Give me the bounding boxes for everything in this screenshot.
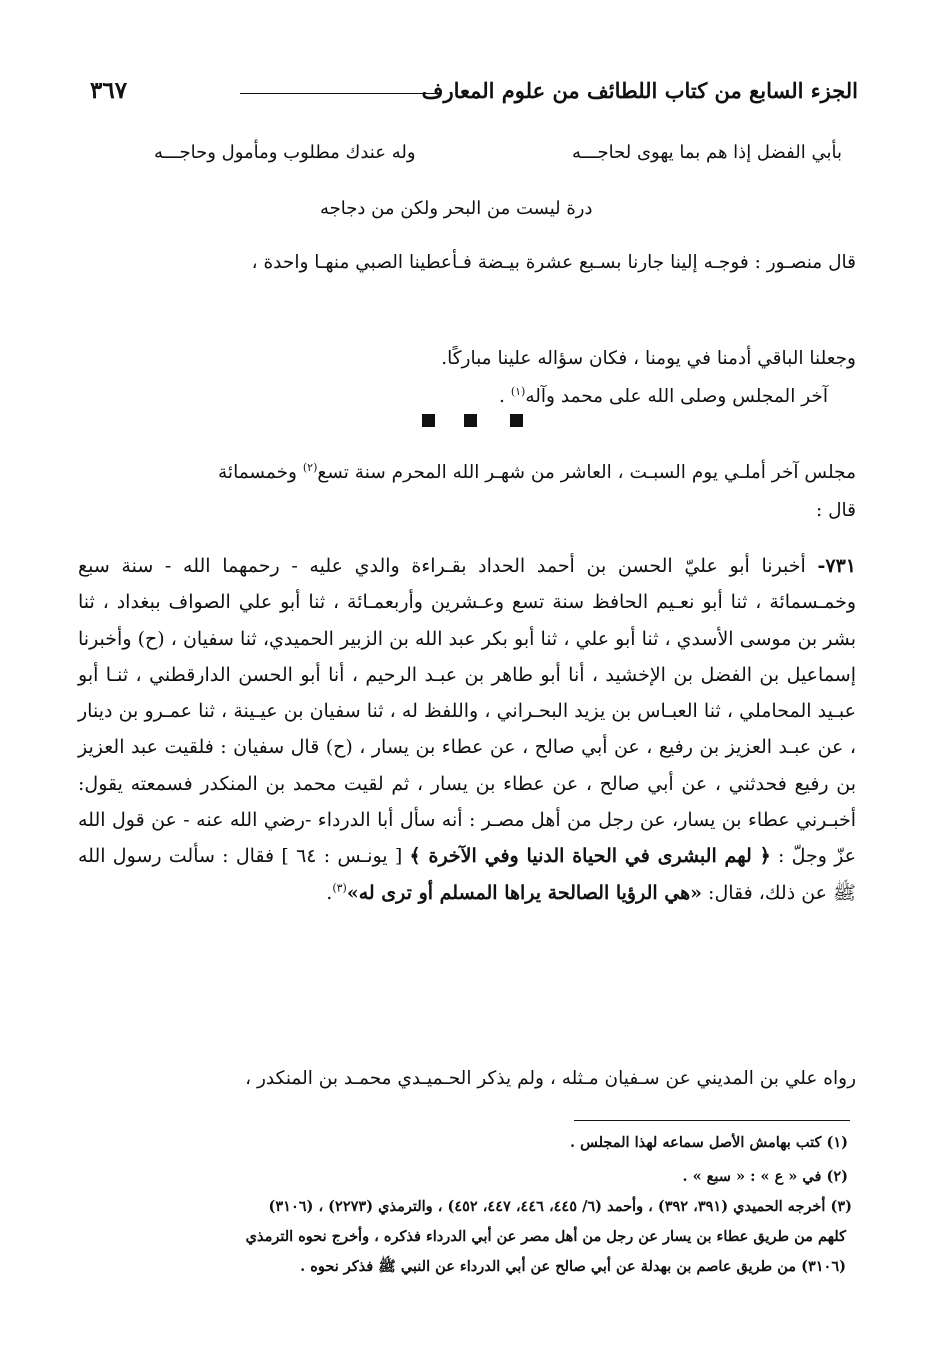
end-of-majlis-line [80, 378, 856, 416]
majlis-date-line [80, 454, 856, 492]
separator-square [510, 414, 523, 427]
verse-line2: درة ليست من البحر ولكن من دجاجه [320, 198, 593, 219]
hadith-paragraph [78, 548, 856, 911]
hadith-matn: «هي الرؤيا الصالحة يراها المسلم أو ترى له» [346, 881, 702, 904]
header-rule [240, 93, 440, 94]
verse-line1-left: وله عندك مطلوب ومأمول وحاجـــه [154, 142, 416, 163]
footnote-ref-2: (٢) [302, 460, 318, 474]
quran-reference: [ يونـس : ٦٤ ] [274, 845, 410, 868]
quran-verse: ﴿ لهم البشرى في الحياة الدنيا وفي الآخرة ﴾ [409, 845, 771, 868]
separator-square [464, 414, 477, 427]
hadith-isnad: أخبرنا أبو عليّ الحسن بن أحمد الحداد بقـراءة والدي عليه - رحمهما الله - سنة سبع وخمـسمائة ، ثنا أبو نعـيم الحافظ سنة تسع وعـشرين وأربعمـائة ، ثنا أبو علي الصواف ببغداد ، ثنا بشر بن موسى الأسدي ، ثنا أبو علي ، ثنا أبو بكر عبد الله بن الزبير الحميدي، ثنا سفيان ، (ح) وأخبرنا إسماعيل بن الفضل بن الإخشيد ، أنا أبو طاهر بن عبـد الرحيم ، أنا أبو الحسن الدارقطني ، ثنـا أبو عبـيد المحاملي ، ثنا العبـاس بن يزيد البحـراني ، واللفظ له ، ثنا سفيان بن عيـينة ، ثنا عمـرو بن دينار ، عن عبـد العزيز بن رفيع ، عن أبي صالح ، عن عطاء بن يسار ، (ح) قال سفيان : فلقيت عبد العزيز بن رفيع فحدثني ، عن أبي صالح ، عن عطاء بن يسار ، ثم لقيت محمد بن المنكدر فسمعته يقول: أخبـرني عطاء بن يسار، عن رجل من أهل مصـر : أنه سأل أبا الدرداء -رضي الله عنه - عن قول الله عزّ وجلّ : [78, 555, 857, 868]
footnote-2: (٢) في « ع » : « سبع » . [682, 1168, 848, 1185]
footnote-1: (١) كتب بهامش الأصل سماعه لهذا المجلس . [569, 1134, 848, 1151]
footnote-3-line-3: (٣١٠٦) من طريق عاصم بن بهدلة عن أبي صالح عن أبي الدرداء عن النبي ﷺ فذكر نحوه . [300, 1258, 846, 1275]
majlis-heading [80, 454, 856, 530]
hadith-end: . [326, 881, 333, 904]
page-number: ٣٦٧ [90, 77, 128, 104]
footnote-ref-1: (١) [510, 384, 526, 398]
section-separator [418, 414, 528, 430]
footnote-3-line-1: (٣) أخرجه الحميدي (٣٩١، ٣٩٢) ، وأحمد (٦/ ٤٤٥، ٤٤٦، ٤٤٧، ٤٥٢) ، والترمذي (٢٢٧٣) ، (٣١٠٦) [268, 1198, 852, 1215]
footnote-ref-3: (٣) [332, 881, 347, 895]
verse-line1-right: بأبي الفضل إذا هم بما يهوى لحاجـــه [572, 142, 842, 163]
majlis-date-text: مجلس آخر أملـي يوم السبـت ، العاشر من شهـر الله المحرم سنة تسع [317, 462, 856, 483]
closing-paragraph [80, 340, 856, 416]
separator-square [422, 414, 435, 427]
majlis-date-year: وخمسمائة [218, 462, 303, 483]
majlis-qala: قال : [815, 500, 856, 521]
hadith-question: فقال : سألت رسول الله ﷺ عن ذلك، فقال: [78, 845, 856, 904]
end-of-majlis-text: آخر المجلس وصلى الله على محمد وآله [525, 386, 828, 407]
end-of-majlis-period: . [499, 386, 511, 407]
header-title: الجزء السابع من كتاب اللطائف من علوم المعارف [421, 78, 858, 103]
closing-line: وجعلنا الباقي أدمنا في يومنا ، فكان سؤاله علينا مباركًا. [441, 348, 856, 369]
footnote-rule [574, 1120, 850, 1121]
riwaya-paragraph: رواه علي بن المديني عن سـفيان مـثله ، ولم يذكر الحـميـدي محمـد بن المنكدر ، [245, 1068, 856, 1089]
running-header [90, 78, 858, 112]
hadith-number: ٧٣١- [817, 555, 856, 577]
footnote-3-line-2: كلهم من طريق عطاء بن يسار عن رجل من أهل مصر عن أبي الدرداء فذكره ، وأخرج نحوه الترمذي [245, 1228, 846, 1245]
mansour-paragraph: قال منصـور : فوجـه إلينا جارنا بسـبع عشرة بيـضة فـأعطينا الصبي منهـا واحدة ، [251, 252, 856, 273]
